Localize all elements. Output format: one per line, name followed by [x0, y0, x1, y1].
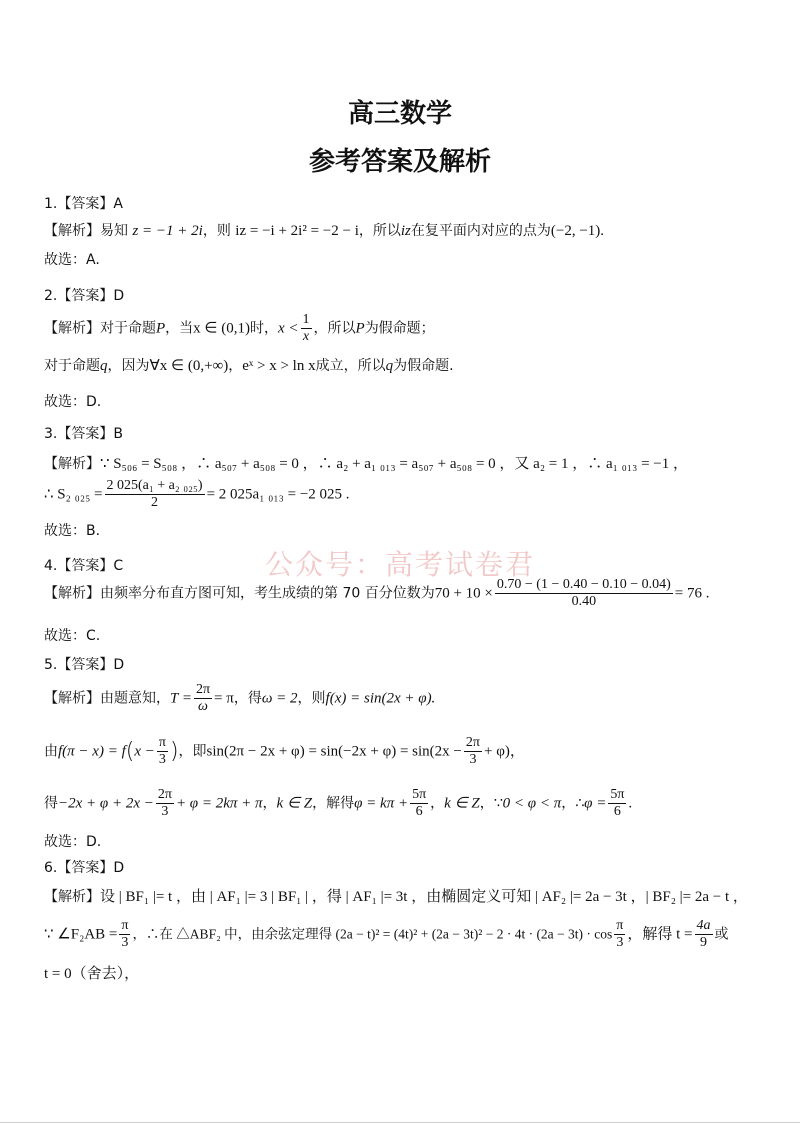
q6-answer: 6.【答案】D	[44, 860, 125, 876]
q5-dot: .	[628, 795, 633, 812]
q6-frac3-num: 4a	[696, 918, 711, 933]
q6-frac1-den: 3	[121, 935, 129, 950]
q5-paren-open: (	[125, 739, 135, 764]
q6-frac2-num: π	[616, 918, 624, 933]
q5-line2	[44, 735, 525, 768]
q2-lt: x <	[277, 320, 299, 337]
q5-phi-num: 5π	[412, 787, 427, 802]
q3-l2-pre: ∴ S₂ ₀₂₅ =	[44, 486, 103, 503]
q5-line1	[44, 682, 435, 715]
q5-phi2-den: 6	[613, 804, 621, 819]
q6-frac3-den: 9	[700, 935, 707, 950]
q6-label: 【解析】	[44, 889, 100, 905]
q5-phi-den: 6	[415, 804, 423, 819]
q5-l3-pre: −2x + φ + 2x −	[58, 795, 154, 812]
q1-explanation	[44, 220, 604, 240]
q1-iz: iz	[400, 223, 411, 239]
q5-eq-pre: sin(2π − 2x + φ) = sin(−2x + φ) = sin(2x −	[206, 743, 462, 760]
q2-label: 【解析】	[44, 320, 100, 337]
q2-text-h: ，	[228, 358, 243, 374]
q5-T-num: 2π	[195, 682, 211, 697]
q5-text-h: ，解得	[312, 795, 355, 812]
q2-answer: 2.【答案】D	[44, 288, 125, 304]
q2-cond1: x ∈ (0,1)	[193, 320, 250, 337]
q5-f-eq2: f(π − x) = f	[58, 743, 126, 760]
q3-l1: ∵ S₅₀₆ = S₅₀₈ ，∴ a₅₀₇ + a₅₀₈ = 0 ，∴ a₂ + a₁ ₀₁₃ = a₅₀₇ + a₅₀₈ = 0 ，又 a₂ = 1 ，∴ a₁ ₀₁₃ = −1 ，	[100, 456, 689, 472]
q4-pre: 70 + 10 ×	[434, 585, 493, 602]
q4-frac-den: 0.40	[571, 594, 597, 609]
q4-post: = 76 .	[674, 585, 710, 602]
q5-range: 0 < φ < π	[502, 795, 562, 812]
q5-text-f: 得	[44, 795, 58, 812]
q6-line2	[44, 918, 729, 951]
q4-label: 【解析】	[44, 585, 100, 602]
q3-l2-post: = 2 025a₁ ₀₁₃ = −2 025 .	[206, 486, 350, 503]
q2-cond2: ∀x ∈ (0,+∞)	[149, 358, 229, 374]
q4-answer: 4.【答案】C	[44, 558, 124, 574]
q2-q2: q	[385, 358, 394, 374]
q2-text-b: ，当	[165, 320, 194, 337]
q2-frac-num: 1	[302, 312, 310, 327]
q5-f-eq: f(x) = sin(2x + φ).	[325, 690, 436, 707]
q5-choice: 故选：D.	[44, 834, 102, 850]
q5-text-a: 由题意知，	[100, 690, 170, 707]
q5-T-frac	[194, 682, 212, 715]
q1-point: (−2, −1).	[550, 223, 605, 239]
q5-paren-close: )	[169, 739, 179, 764]
q2-line2	[44, 355, 454, 375]
q2-p: P	[156, 320, 166, 337]
q1-z-eq: z = −1 + 2i	[132, 223, 203, 239]
q6-l2-pre: ∵ ∠F₂AB =	[44, 926, 118, 943]
q5-l3-den: 3	[161, 804, 169, 819]
q2-text-e: 为假命题；	[364, 320, 435, 337]
q2-text-d: ，所以	[313, 320, 356, 337]
q2-text-j: 为假命题.	[393, 358, 454, 374]
q5-answer: 5.【答案】D	[44, 657, 125, 673]
q5-eq-den: 3	[469, 752, 477, 767]
q5-phi-frac	[410, 787, 428, 820]
q4-text: 由频率分布直方图可知，考生成绩的第 70 百分位数为	[100, 585, 435, 602]
q5-phi-pre: φ = kπ +	[354, 795, 409, 812]
q5-eq-num: 2π	[465, 735, 480, 750]
q3-frac-num: 2 025(a₁ + a₂ ₀₂₅)	[106, 478, 203, 493]
q2-line1	[44, 312, 435, 345]
q5-phi2-num: 5π	[610, 787, 625, 802]
q2-text-g: ，因为	[107, 358, 150, 374]
q4-choice: 故选：C.	[44, 628, 101, 644]
q1-label: 【解析】	[44, 223, 100, 239]
q5-T-pre: T =	[170, 690, 192, 707]
q3-frac-den: 2	[151, 495, 159, 510]
q5-phi2-pre: φ =	[584, 795, 607, 812]
q5-text-e: ，即	[178, 743, 207, 760]
q5-text-c: ，则	[297, 690, 326, 707]
q5-l3-num: 2π	[157, 787, 172, 802]
q5-l3-post: + φ = 2kπ + π	[175, 795, 263, 812]
q6-l2-post: ，解得 t =	[627, 926, 693, 943]
page-title: 高三数学	[347, 99, 452, 129]
q2-frac-den: x	[302, 329, 310, 344]
q1-answer: 1.【答案】A	[44, 196, 123, 212]
q5-line3	[44, 787, 632, 820]
q5-T-post: = π	[214, 690, 234, 707]
q3-answer: 3.【答案】B	[44, 426, 123, 442]
q6-frac2-den: 3	[616, 935, 624, 950]
q4-frac-num: 0.70 − (1 − 0.40 − 0.10 − 0.04)	[496, 577, 671, 592]
q5-text-k: ，∴	[561, 795, 585, 812]
q3-label: 【解析】	[44, 456, 100, 472]
q6-l2-end: 或	[714, 926, 729, 943]
q5-eq-post: + φ)，	[483, 743, 525, 760]
q5-text-g: ，	[262, 795, 277, 812]
q1-text-a: 易知	[100, 223, 128, 239]
q5-arg-frac	[157, 735, 168, 768]
q1-text-b: ，则	[202, 223, 231, 239]
q2-text-i: 成立，所以	[315, 358, 386, 374]
q2-frac	[301, 312, 312, 345]
q6-frac3	[695, 918, 713, 951]
page-subtitle: 参考答案及解析	[308, 147, 491, 177]
q5-kz: k ∈ Z	[276, 795, 313, 812]
q5-arg-den: 3	[158, 752, 166, 767]
q3-line1	[44, 452, 688, 473]
q1-text-d: 在复平面内对应的点为	[410, 223, 551, 239]
q5-l3-frac	[156, 787, 174, 820]
q5-arg-num: π	[158, 735, 166, 750]
q5-omega: ω = 2	[261, 690, 298, 707]
watermark: 公众号：高考试卷君	[264, 548, 535, 581]
page-bottom-rule	[0, 1122, 800, 1123]
q6-frac1-num: π	[121, 918, 129, 933]
q2-choice: 故选：D.	[44, 394, 102, 410]
q2-text-c: 时，	[249, 320, 278, 337]
q5-text-d: 由	[44, 743, 58, 760]
q6-line3	[44, 962, 139, 983]
q6-l1: 设 | BF₁ |= t ，由 | AF₁ |= 3 | BF₁ | ，得 | AF₁ |= 3t ，由椭圆定义可知 | AF₂ |= 2a − 3t ，| BF₂ |= 2a − t ，	[100, 889, 748, 905]
q3-line2	[44, 478, 350, 511]
q2-q: q	[100, 358, 108, 374]
q6-line1	[44, 885, 748, 906]
q3-choice: 故选：B.	[44, 523, 101, 539]
q5-label: 【解析】	[44, 690, 100, 707]
q6-l2-mid: ，∴在 △ABF₂ 中，由余弦定理得 (2a − t)² = (4t)² + (2a − 3t)² − 2 · 4t · (2a − 3t) · cos	[132, 926, 613, 942]
q5-arg-pre: x −	[134, 743, 155, 760]
q4-line1	[44, 577, 710, 610]
q5-T-den: ω	[198, 699, 208, 714]
q1-choice: 故选：A.	[44, 252, 100, 268]
q3-frac	[105, 478, 205, 511]
q2-text-a: 对于命题	[100, 320, 156, 337]
q5-text-j: ，∵	[479, 795, 503, 812]
q5-kz2: k ∈ Z	[444, 795, 480, 812]
q1-text-c: ，所以	[358, 223, 401, 239]
q5-phi2-frac	[608, 787, 626, 820]
q2-ineq: eˣ > x > ln x	[242, 358, 316, 374]
q2-p2: P	[355, 320, 365, 337]
q1-iz-eq: iz = −i + 2i² = −2 − i	[235, 223, 359, 239]
q5-text-b: ，得	[233, 690, 262, 707]
q4-frac	[495, 577, 673, 610]
q6-frac2	[614, 918, 625, 951]
q5-text-i: ，	[430, 795, 445, 812]
q5-eq-frac	[464, 735, 482, 768]
q2-text-f: 对于命题	[44, 358, 100, 374]
q6-l3: t = 0（舍去），	[44, 966, 140, 982]
q6-frac1	[119, 918, 130, 951]
